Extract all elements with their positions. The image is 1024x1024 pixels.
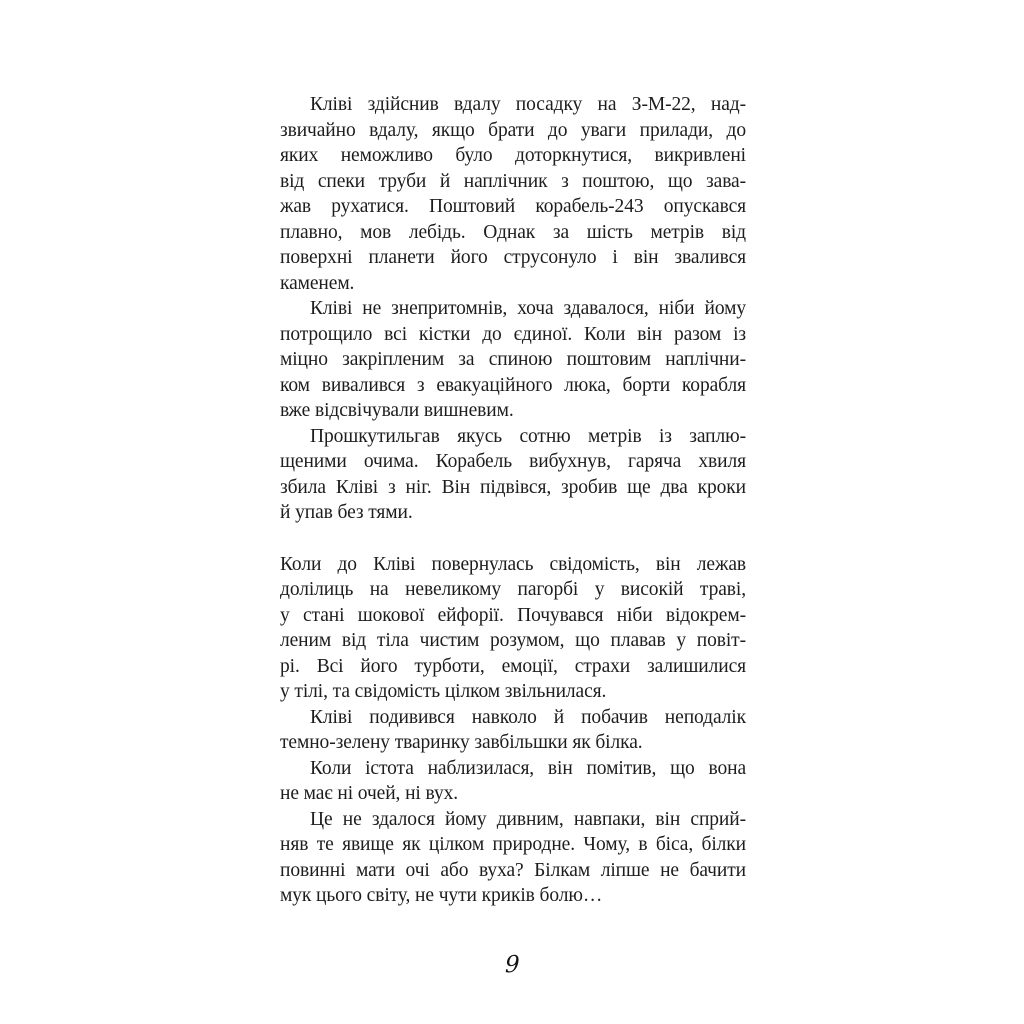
text-line: Коли істота наблизилася, він помітив, що вона	[310, 757, 746, 779]
text-line: збила Кліві з ніг. Він підвівся, зробив ще два кроки	[280, 476, 746, 498]
text-line: міцно закріпленим за спиною поштовим наплічни-	[280, 349, 746, 370]
text-line: долілиць на невеликому пагорбі у високій траві,	[280, 579, 746, 600]
text-line: від спеки труби й наплічник з поштою, що зава-	[280, 170, 746, 192]
text-line: Кліві подивився навколо й побачив неподалік	[310, 706, 746, 728]
text-line: щеними очима. Корабель вибухнув, гаряча хвиля	[280, 451, 746, 472]
text-line: Коли до Кліві повернулась свідомість, він лежав	[280, 553, 746, 575]
text-line: ком вивалився з евакуаційного люка, борти корабля	[280, 374, 746, 396]
text-line: вже відсвічували вишневим.	[280, 400, 514, 421]
text-line: рі. Всі його турботи, емоції, страхи залишилися	[280, 655, 746, 677]
paragraph	[280, 756, 746, 807]
paragraph	[280, 552, 746, 705]
paragraph	[280, 705, 746, 756]
text-line: у стані шокової ейфорії. Почувався ніби відокрем-	[280, 604, 746, 626]
text-line: у тілі, та свідомість цілком звільнилася.	[280, 681, 607, 702]
page-number	[0, 952, 1024, 978]
text-line: Прошкутильгав якусь сотню метрів із заплю-	[310, 425, 746, 447]
text-line: каменем.	[280, 272, 355, 294]
text-line: потрощило всі кістки до єдиної. Коли він разом із	[280, 323, 746, 345]
paragraph	[280, 92, 746, 296]
text-line: Кліві здійснив вдалу посадку на З-М-22, над-	[310, 94, 746, 115]
text-line: поверхні планети його струсонуло і він звалився	[280, 247, 746, 268]
paragraph	[280, 807, 746, 909]
text-line: темно-зелену тваринку завбільшки як білка.	[280, 732, 643, 753]
text-line: яких неможливо було доторкнутися, викривлені	[280, 145, 746, 166]
paragraph	[280, 424, 746, 526]
text-line: мук цього світу, не чути криків болю…	[280, 885, 603, 906]
text-line: Це не здалося йому дивним, навпаки, він сприй-	[310, 808, 746, 830]
text-line: няв те явище як цілком природне. Чому, в біса, білки	[280, 834, 746, 855]
text-line: повинні мати очі або вуха? Білкам ліпше не бачити	[280, 859, 746, 881]
text-line: звичайно вдалу, якщо брати до уваги прилади, до	[280, 119, 746, 141]
text-line: не має ні очей, ні вух.	[280, 783, 459, 804]
text-line: жав рухатися. Поштовий корабель-243 опускався	[280, 196, 746, 217]
page-number-value: 9	[504, 951, 520, 979]
text-line: Кліві не знепритомнів, хоча здавалося, ніби йому	[310, 298, 746, 319]
text-line: леним від тіла чистим розумом, що плавав у повіт-	[280, 630, 746, 651]
text-block	[280, 92, 746, 909]
paragraph	[280, 296, 746, 424]
text-line: й упав без тями.	[280, 502, 413, 523]
text-line: плавно, мов лебідь. Однак за шість метрів від	[280, 221, 746, 243]
